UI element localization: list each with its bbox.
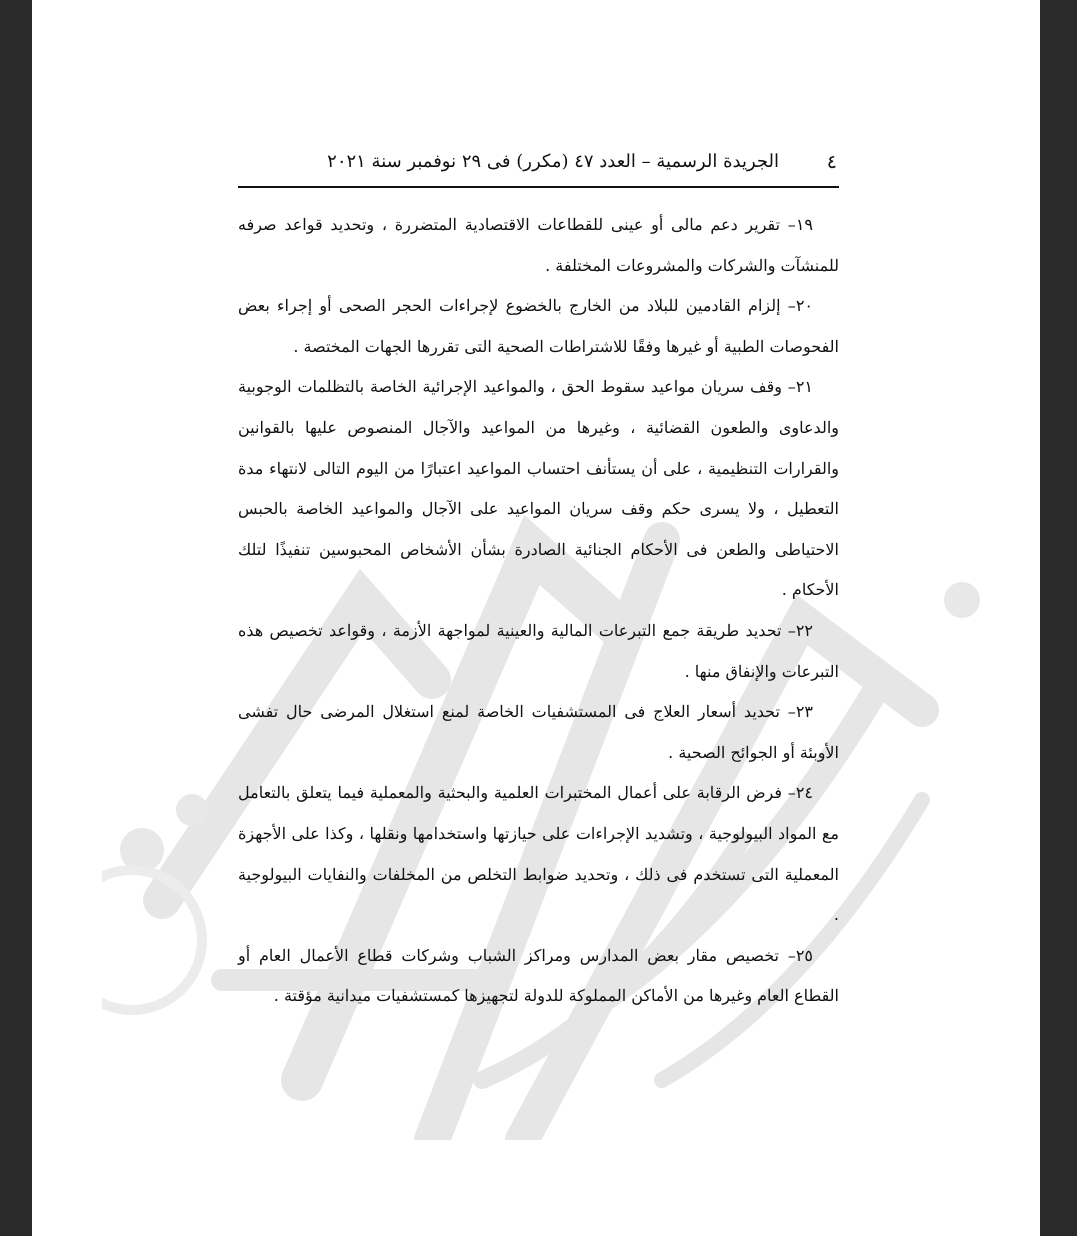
clause-22: ٢٢– تحديد طريقة جمع التبرعات المالية والعينية لمواجهة الأزمة ، وقواعد تخصيص هذه التبرعات والإنفاق منها . xyxy=(238,620,839,681)
clause-20: ٢٠– إلزام القادمين للبلاد من الخارج بالخضوع لإجراءات الحجر الصحى أو إجراء بعض الفحوصات الطبية أو غيرها وفقًا للاشتراطات الصحية التى تقررها الجهات المختصة . xyxy=(238,296,839,356)
clause-19: ١٩– تقرير دعم مالى أو عينى للقطاعات الاقتصادية المتضررة ، وتحديد قواعد صرفه للمنشآت والشركات والمشروعات المختلفة . xyxy=(238,215,839,275)
body-text xyxy=(238,205,839,1017)
clause-25: ٢٥– تخصيص مقار بعض المدارس ومراكز الشباب وشركات قطاع الأعمال العام أو القطاع العام وغيرها من الأماكن المملوكة للدولة لتجهيزها كمستشفيات ميدانية مؤقتة . xyxy=(238,945,839,1006)
clause-21: ٢١– وقف سريان مواعيد سقوط الحق ، والمواعيد الإجرائية الخاصة بالتظلمات الوجوبية والدعاوى والطعون القضائية ، وغيرها من المواعيد والآجال المنصوص عليها بالقوانين والقرارات التنظيمية ، على أن يستأنف احتساب المواعيد اعتبارًا من اليوم التالى لانتهاء مدة التعطيل ، ولا يسرى حكم وقف سريان المواعيد على الآجال والمواعيد الخاصة بالحبس الاحتياطى والطعن فى الأحكام الجنائية الصادرة بشأن الأشخاص المحبوسين تنفيذًا لتلك الأحكام . xyxy=(238,377,839,600)
clause-23: ٢٣– تحديد أسعار العلاج فى المستشفيات الخاصة لمنع استغلال المرضى حال تفشى الأوبئة أو الجوائح الصحية . xyxy=(238,702,839,762)
clause-24: ٢٤– فرض الرقابة على أعمال المختبرات العلمية والبحثية والمعملية فيما يتعلق بالتعامل مع المواد البيولوجية ، وتشديد الإجراءات على حيازتها واستخدامها ونقلها ، وكذا على الأجهزة المعملية التى تستخدم فى ذلك ، وتحديد ضوابط التخلص من المخلفات والنفايات البيولوجية . xyxy=(238,783,839,925)
viewer-frame-right xyxy=(1040,0,1077,1236)
header-rule xyxy=(238,186,839,188)
page-header xyxy=(238,147,839,185)
gazette-title: الجريدة الرسمية – العدد ٤٧ (مكرر) فى ٢٩ نوفمبر سنة ٢٠٢١ xyxy=(327,151,779,172)
viewer-frame-left xyxy=(0,0,32,1236)
document-page xyxy=(32,0,1040,1236)
page-number: ٤ xyxy=(826,151,837,173)
